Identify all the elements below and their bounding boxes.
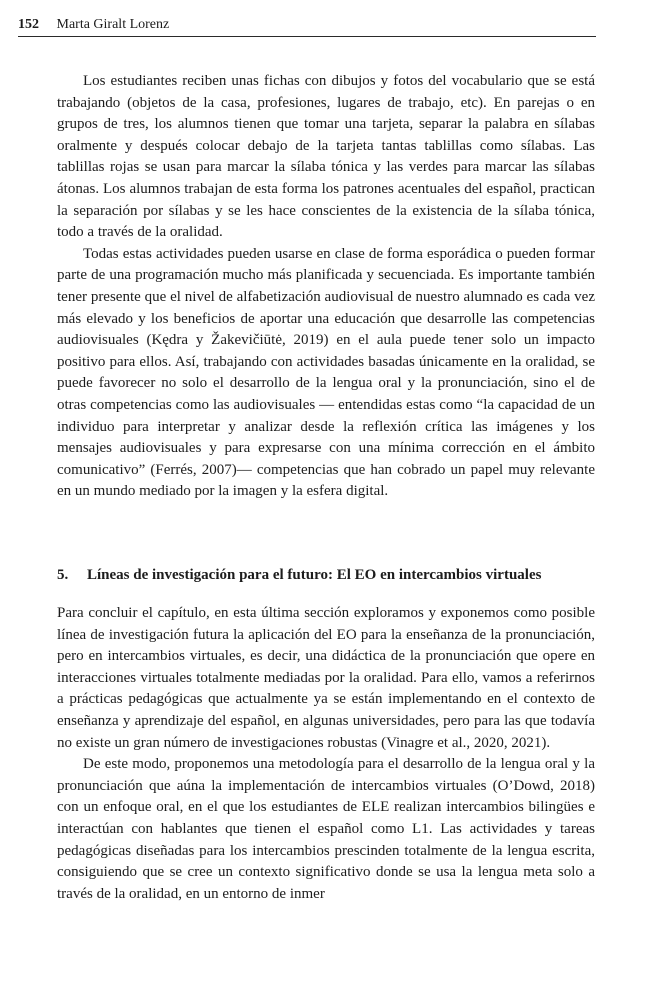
body-text-before-section	[57, 71, 595, 503]
running-head-author: Marta Giralt Lorenz	[56, 17, 170, 32]
paragraph: Para concluir el capítulo, en esta última sección exploramos y exponemos como posible línea de investigación futura la aplicación del EO para la enseñanza de la pronunciación, pero en intercambios virtuales, es decir, una didáctica de la pronunciación que opere en interacciones virtuales totalmente mediadas por la oralidad. Para ello, vamos a referirnos a prácticas pedagógicas que actualmente ya se están implementando en el contexto de enseñanza y aprendizaje del español, en algunas universidades, pero para las que todavía no existe un gran número de investigaciones robustas (Vinagre et al., 2020, 2021).	[57, 605, 595, 751]
section-title: Líneas de investigación para el futuro: El EO en intercambios virtuales	[87, 567, 542, 583]
running-head	[18, 14, 596, 37]
body-text-section-5	[57, 603, 595, 905]
paragraph: De este modo, proponemos una metodología para el desarrollo de la lengua oral y la pronunciación que aúna la implementación de intercambios virtuales (O’Dowd, 2018) con un enfoque oral, en el que los estudiantes de ELE realizan intercambios bilingües e interactúan con hablantes que tienen el español como L1. Las actividades y tareas pedagógicas diseñadas para los intercambios prescinden totalmente de la lengua escrita, consiguiendo que se cree un contexto significativo donde se usa la lengua meta solo a través de la oralidad, en un entorno de inmer	[57, 756, 595, 902]
section-number: 5.	[57, 567, 69, 583]
section-heading	[57, 564, 602, 586]
paragraph: Todas estas actividades pueden usarse en clase de forma esporádica o pueden formar parte de una programación mucho más planificada y secuenciada. Es importante también tener presente que el nivel de alfabetización audiovisual de nuestro alumnado es cada vez más elevado y los beneficios de aportar una educación que desarrolle las competencias audiovisuales (Kędra y Žakevičiūtė, 2019) en el aula puede tener solo un impacto positivo para ellos. Así, trabajando con actividades basadas únicamente en la oralidad, se puede favorecer no solo el desarrollo de la lengua oral y la pronunciación, sino el de otras competencias como las audiovisuales — entendidas estas como “la capacidad de un individuo para interpretar y analizar desde la reflexión crítica las imágenes y los mensajes audiovisuales y para expresarse con una mínima corrección en el ámbito comunicativo” (Ferrés, 2007)— competencias que han cobrado un papel muy relevante en un mundo mediado por la imagen y la esfera digital.	[57, 245, 595, 500]
page-number: 152	[18, 17, 39, 32]
paragraph: Los estudiantes reciben unas fichas con dibujos y fotos del vocabulario que se está trabajando (objetos de la casa, profesiones, lugares de trabajo, etc). En parejas o en grupos de tres, los alumnos tienen que tomar una tarjeta, separar la palabra en sílabas oralmente y después colocar debajo de la tarjeta tantas tablillas como sílabas. Las tablillas rojas se usan para marcar la sílaba tónica y las verdes para marcar las sílabas átonas. Los alumnos trabajan de esta forma los patrones acentuales del español, practican la separación por sílabas y se les hace conscientes de la existencia de la sílaba tónica, todo a través de la oralidad.	[57, 73, 595, 241]
